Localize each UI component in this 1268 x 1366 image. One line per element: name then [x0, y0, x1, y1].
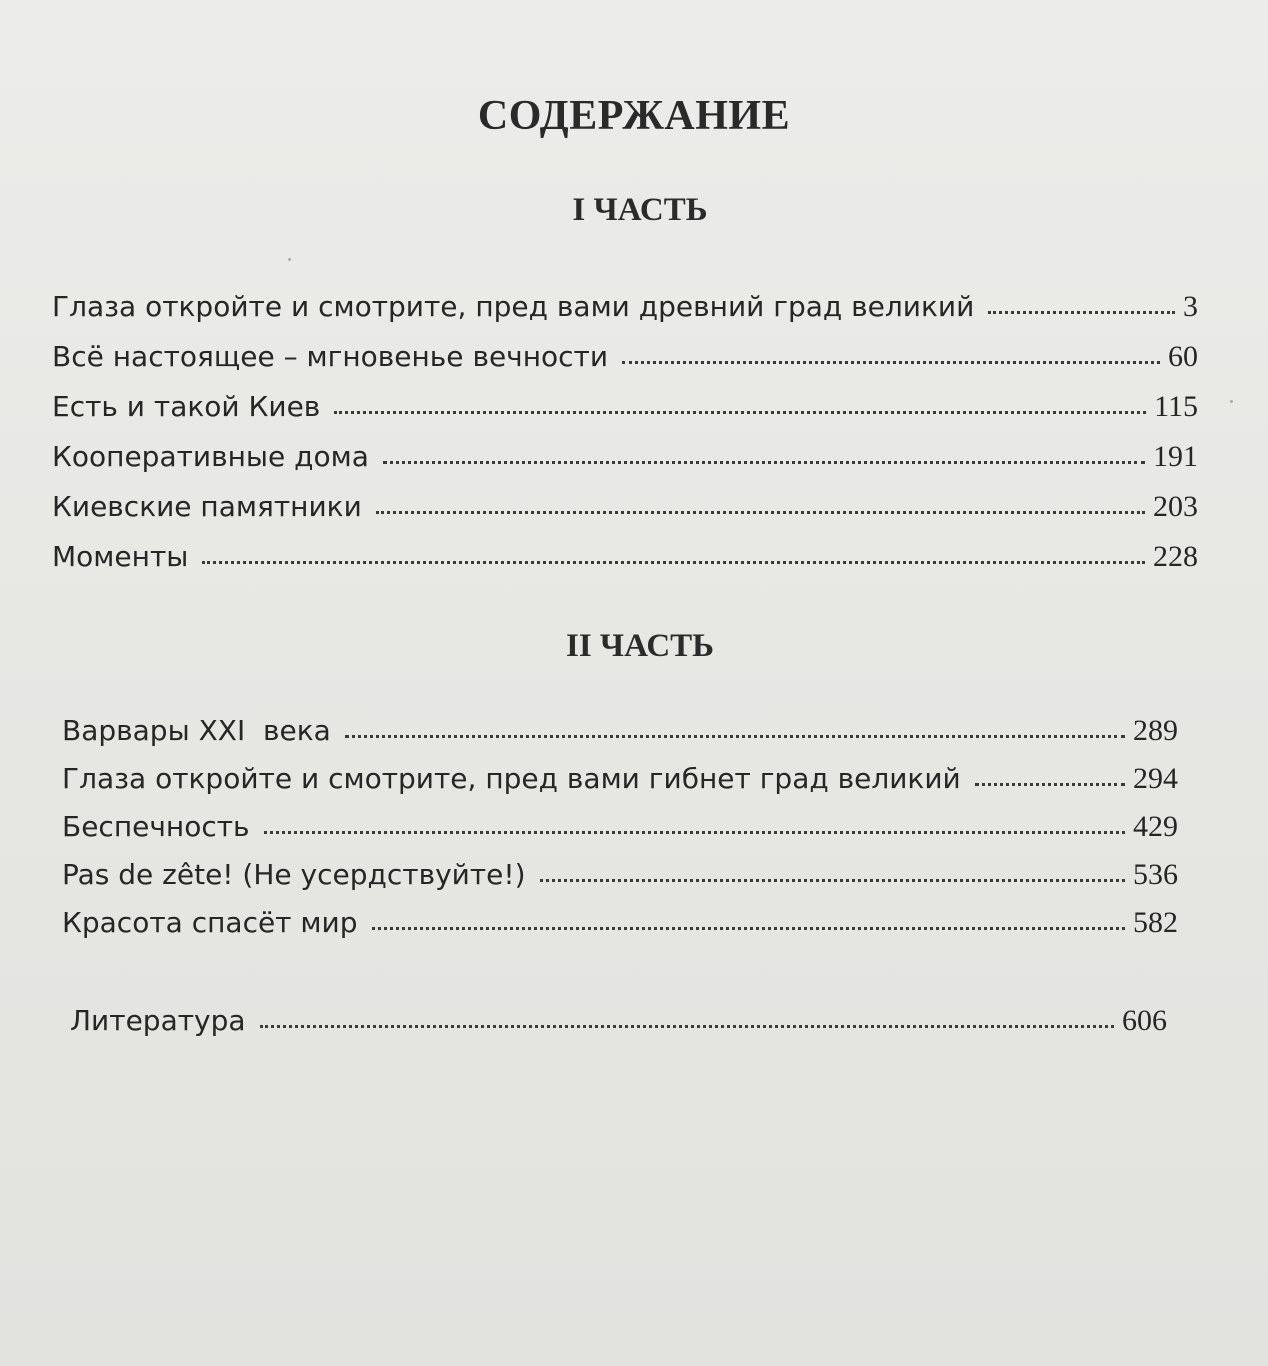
toc-entry-page: 228: [1153, 540, 1198, 573]
dot-leader: [260, 1025, 1114, 1028]
toc-entry-title: Есть и такой Киев: [52, 390, 321, 423]
toc-entry-page: 191: [1153, 440, 1198, 473]
paper-speck: [1230, 400, 1233, 403]
toc-entry-title: Варвары XXI века: [62, 714, 331, 747]
dot-leader: [376, 511, 1145, 514]
dot-leader: [975, 783, 1125, 786]
toc-entry-page: 203: [1153, 490, 1198, 523]
toc-entry: [52, 342, 1198, 392]
toc-entry-page: 606: [1122, 1004, 1167, 1037]
toc-entry-title: Беспечность: [62, 810, 250, 843]
dot-leader: [372, 927, 1126, 930]
toc-entry-title: Моменты: [52, 540, 189, 573]
toc-entry-page: 60: [1168, 340, 1198, 373]
toc-entry-page: 294: [1133, 762, 1178, 795]
toc-entry: [62, 812, 1178, 860]
paper-speck: [1018, 734, 1021, 737]
toc-entry: [52, 492, 1198, 542]
toc-entry: [52, 392, 1198, 442]
dot-leader: [988, 311, 1175, 314]
toc-entry-page: 536: [1133, 858, 1178, 891]
toc-entry-title: Красота спасёт мир: [62, 906, 358, 939]
page-title: СОДЕРЖАНИЕ: [477, 93, 791, 139]
dot-leader: [334, 411, 1146, 414]
part-1-toc: [52, 292, 1198, 592]
toc-entry: [52, 542, 1198, 592]
toc-entry: [52, 292, 1198, 342]
part-2-toc: [62, 716, 1178, 956]
toc-entry-title: Кооперативные дома: [52, 440, 369, 473]
dot-leader: [264, 831, 1125, 834]
toc-entry: [52, 442, 1198, 492]
dot-leader: [345, 735, 1125, 738]
toc-entry-title: Глаза откройте и смотрите, пред вами древний град великий: [52, 290, 975, 323]
dot-leader: [383, 461, 1145, 464]
toc-entry: [62, 764, 1178, 812]
toc-entry-page: 289: [1133, 714, 1178, 747]
toc-entry-title: Pas de zête! (Не усердствуйте!): [62, 858, 526, 891]
toc-entry-page: 429: [1133, 810, 1178, 843]
toc-entry-title: Киевские памятники: [52, 490, 362, 523]
toc-entry: [62, 860, 1178, 908]
toc-entry-literature: [70, 1006, 1167, 1036]
dot-leader: [540, 879, 1125, 882]
dot-leader: [202, 561, 1145, 564]
toc-entry-title: Глаза откройте и смотрите, пред вами гибнет град великий: [62, 762, 961, 795]
toc-entry-page: 582: [1133, 906, 1178, 939]
part-1-heading: I ЧАСТЬ: [572, 192, 708, 228]
literature-toc: [70, 1006, 1167, 1036]
toc-entry-title: Всё настоящее – мгновенье вечности: [52, 340, 609, 373]
dot-leader: [622, 361, 1160, 364]
toc-entry-page: 115: [1154, 390, 1198, 423]
toc-entry: [62, 908, 1178, 956]
paper-speck: [288, 258, 291, 261]
toc-entry-page: 3: [1183, 290, 1198, 323]
toc-entry: [62, 716, 1178, 764]
part-2-heading: II ЧАСТЬ: [565, 628, 714, 664]
toc-entry-title: Литература: [70, 1004, 246, 1037]
